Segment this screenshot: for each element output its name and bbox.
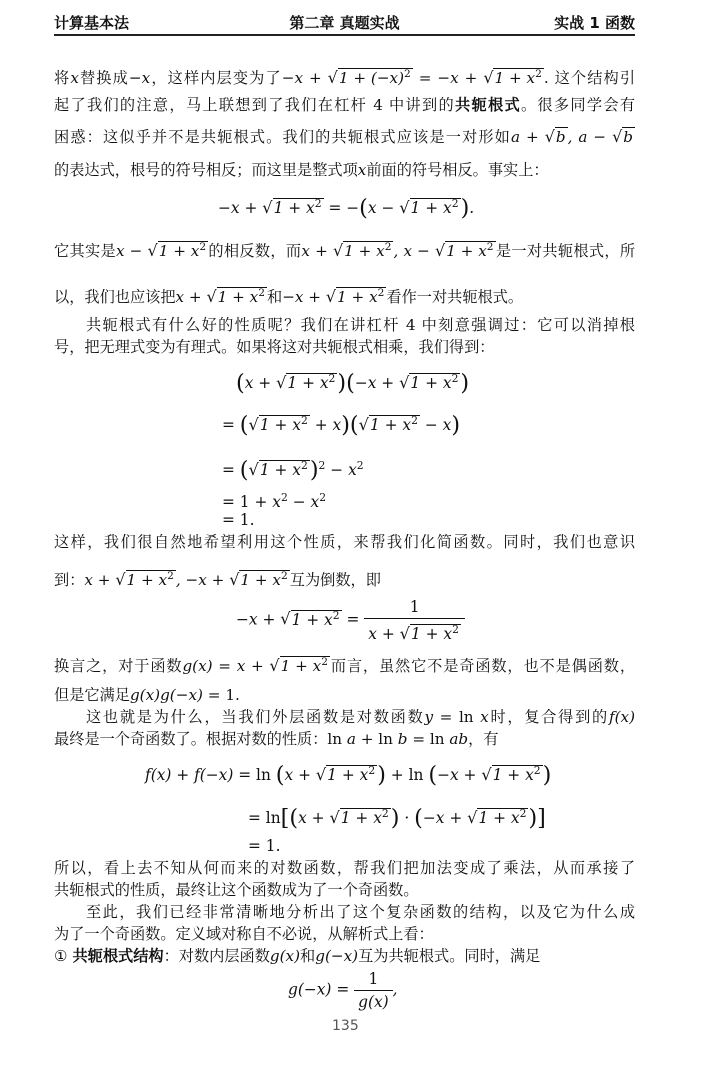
- paragraph-line-8: 号，把无理式变为有理式。如果将这对共轭根式相乘，我们得到：: [54, 338, 495, 356]
- paragraph-line-10: 到：$x + √1 + x^2$ , $-x + √1 + x^2$ 互为倒数，即: [54, 569, 381, 590]
- paragraph-line-19: ① 共轭根式结构：对数内层函数g(x)和g(−x)互为共轭根式。同时，满足: [54, 947, 541, 965]
- equation-negation: $-x + √1 + x^2 = -(x - √1 + x^2)$.: [218, 195, 475, 222]
- paragraph-line-6: 以，我们也应该把$x + √1 + x^2$ 和$-x + √1 + x^2$ 看作一对共轭根式。: [54, 286, 524, 307]
- paragraph-line-3: 困惑：这似乎并不是共轭根式。我们的共轭根式应该是一对形如a + √b , a − √b: [54, 127, 634, 146]
- header-chapter-title: 第二章 真题实战: [289, 14, 400, 32]
- equation-log-2: = $\ln[(x + √1 + x^2) \cdot (-x + √1 + x^2)]$: [248, 805, 546, 832]
- paragraph-line-1: 将x替换成−x，这样内层变为了$-x + √1 + (-x)^2 = -x + √1 + x^2$ . 这个结构引: [54, 67, 636, 88]
- equation-reciprocal-g: g(−x) = $\frac{1}{g(x)}$ ,: [288, 970, 398, 1011]
- paragraph-line-13: 这也就是为什么，当我们外层函数是对数函数y = ln x时，复合得到的f(x): [86, 708, 635, 726]
- page-header: [54, 10, 635, 36]
- paragraph-line-15: 所以，看上去不知从何而来的对数函数，帮我们把加法变成了乘法，从而承接了: [54, 859, 635, 877]
- paragraph-line-17: 至此，我们已经非常清晰地分析出了这个复杂函数的结构，以及它为什么成: [86, 903, 635, 921]
- equation-log-1: $f(x) + f(-x) = \ln (x + √1 + x^2) + \ln (-x + √1 + x^2)$: [145, 762, 552, 789]
- paragraph-line-5: 它其实是$x - √1 + x^2$ 的相反数，而$x + √1 + x^2$ , $x - √1 + x^2$ 是一对共轭根式，所: [54, 240, 636, 261]
- paragraph-line-4: 的表达式，根号的符号相反；而这里是整式项x前面的符号相反。事实上：: [54, 161, 549, 179]
- paragraph-line-9: 这样，我们很自然地希望利用这个性质，来帮我们化简函数。同时，我们也意识: [54, 533, 635, 551]
- header-section-title: 实战 1 函数: [554, 14, 635, 32]
- equation-product-3: = $(√1 + x^2)^2 - x^2$: [222, 457, 364, 484]
- paragraph-line-11: 换言之，对于函数$g(x) = x + √1 + x^2$ 而言，虽然它不是奇函数，也不是偶函数，: [54, 655, 636, 676]
- equation-product-1: $(x + √1 + x^2)(-x + √1 + x^2)$: [236, 370, 470, 397]
- paragraph-line-16: 共轭根式的性质，最终让这个函数成为了一个奇函数。: [54, 881, 419, 899]
- header-book-title: 计算基本法: [54, 14, 130, 32]
- equation-reciprocal: $-x + √1 + x^2$ = $\frac{1}{x + √1 + x^2}$: [236, 596, 465, 645]
- equation-product-2: = $(√1 + x^2 + x)(√1 + x^2 - x)$: [222, 412, 461, 439]
- header-rule: [54, 34, 635, 36]
- paragraph-line-12: 但是它满足g(x)g(−x) = 1.: [54, 686, 240, 704]
- paragraph-line-14: 最终是一个奇函数了。根据对数的性质：ln a + ln b = ln ab，有: [54, 730, 499, 748]
- equation-product-5: = 1.: [222, 511, 255, 529]
- equation-product-4: = $1 + x^2 - x^2$: [222, 491, 327, 512]
- paragraph-line-2: 起了我们的注意，马上联想到了我们在杠杆 4 中讲到的共轭根式。很多同学会有: [54, 96, 636, 114]
- equation-log-3: = 1.: [248, 837, 281, 855]
- paragraph-line-7: 共轭根式有什么好的性质呢？我们在讲杠杆 4 中刻意强调过：它可以消掉根: [86, 316, 635, 334]
- paragraph-line-18: 为了一个奇函数。定义域对称自不必说，从解析式上看：: [54, 925, 434, 943]
- page-number: 135: [332, 1018, 359, 1034]
